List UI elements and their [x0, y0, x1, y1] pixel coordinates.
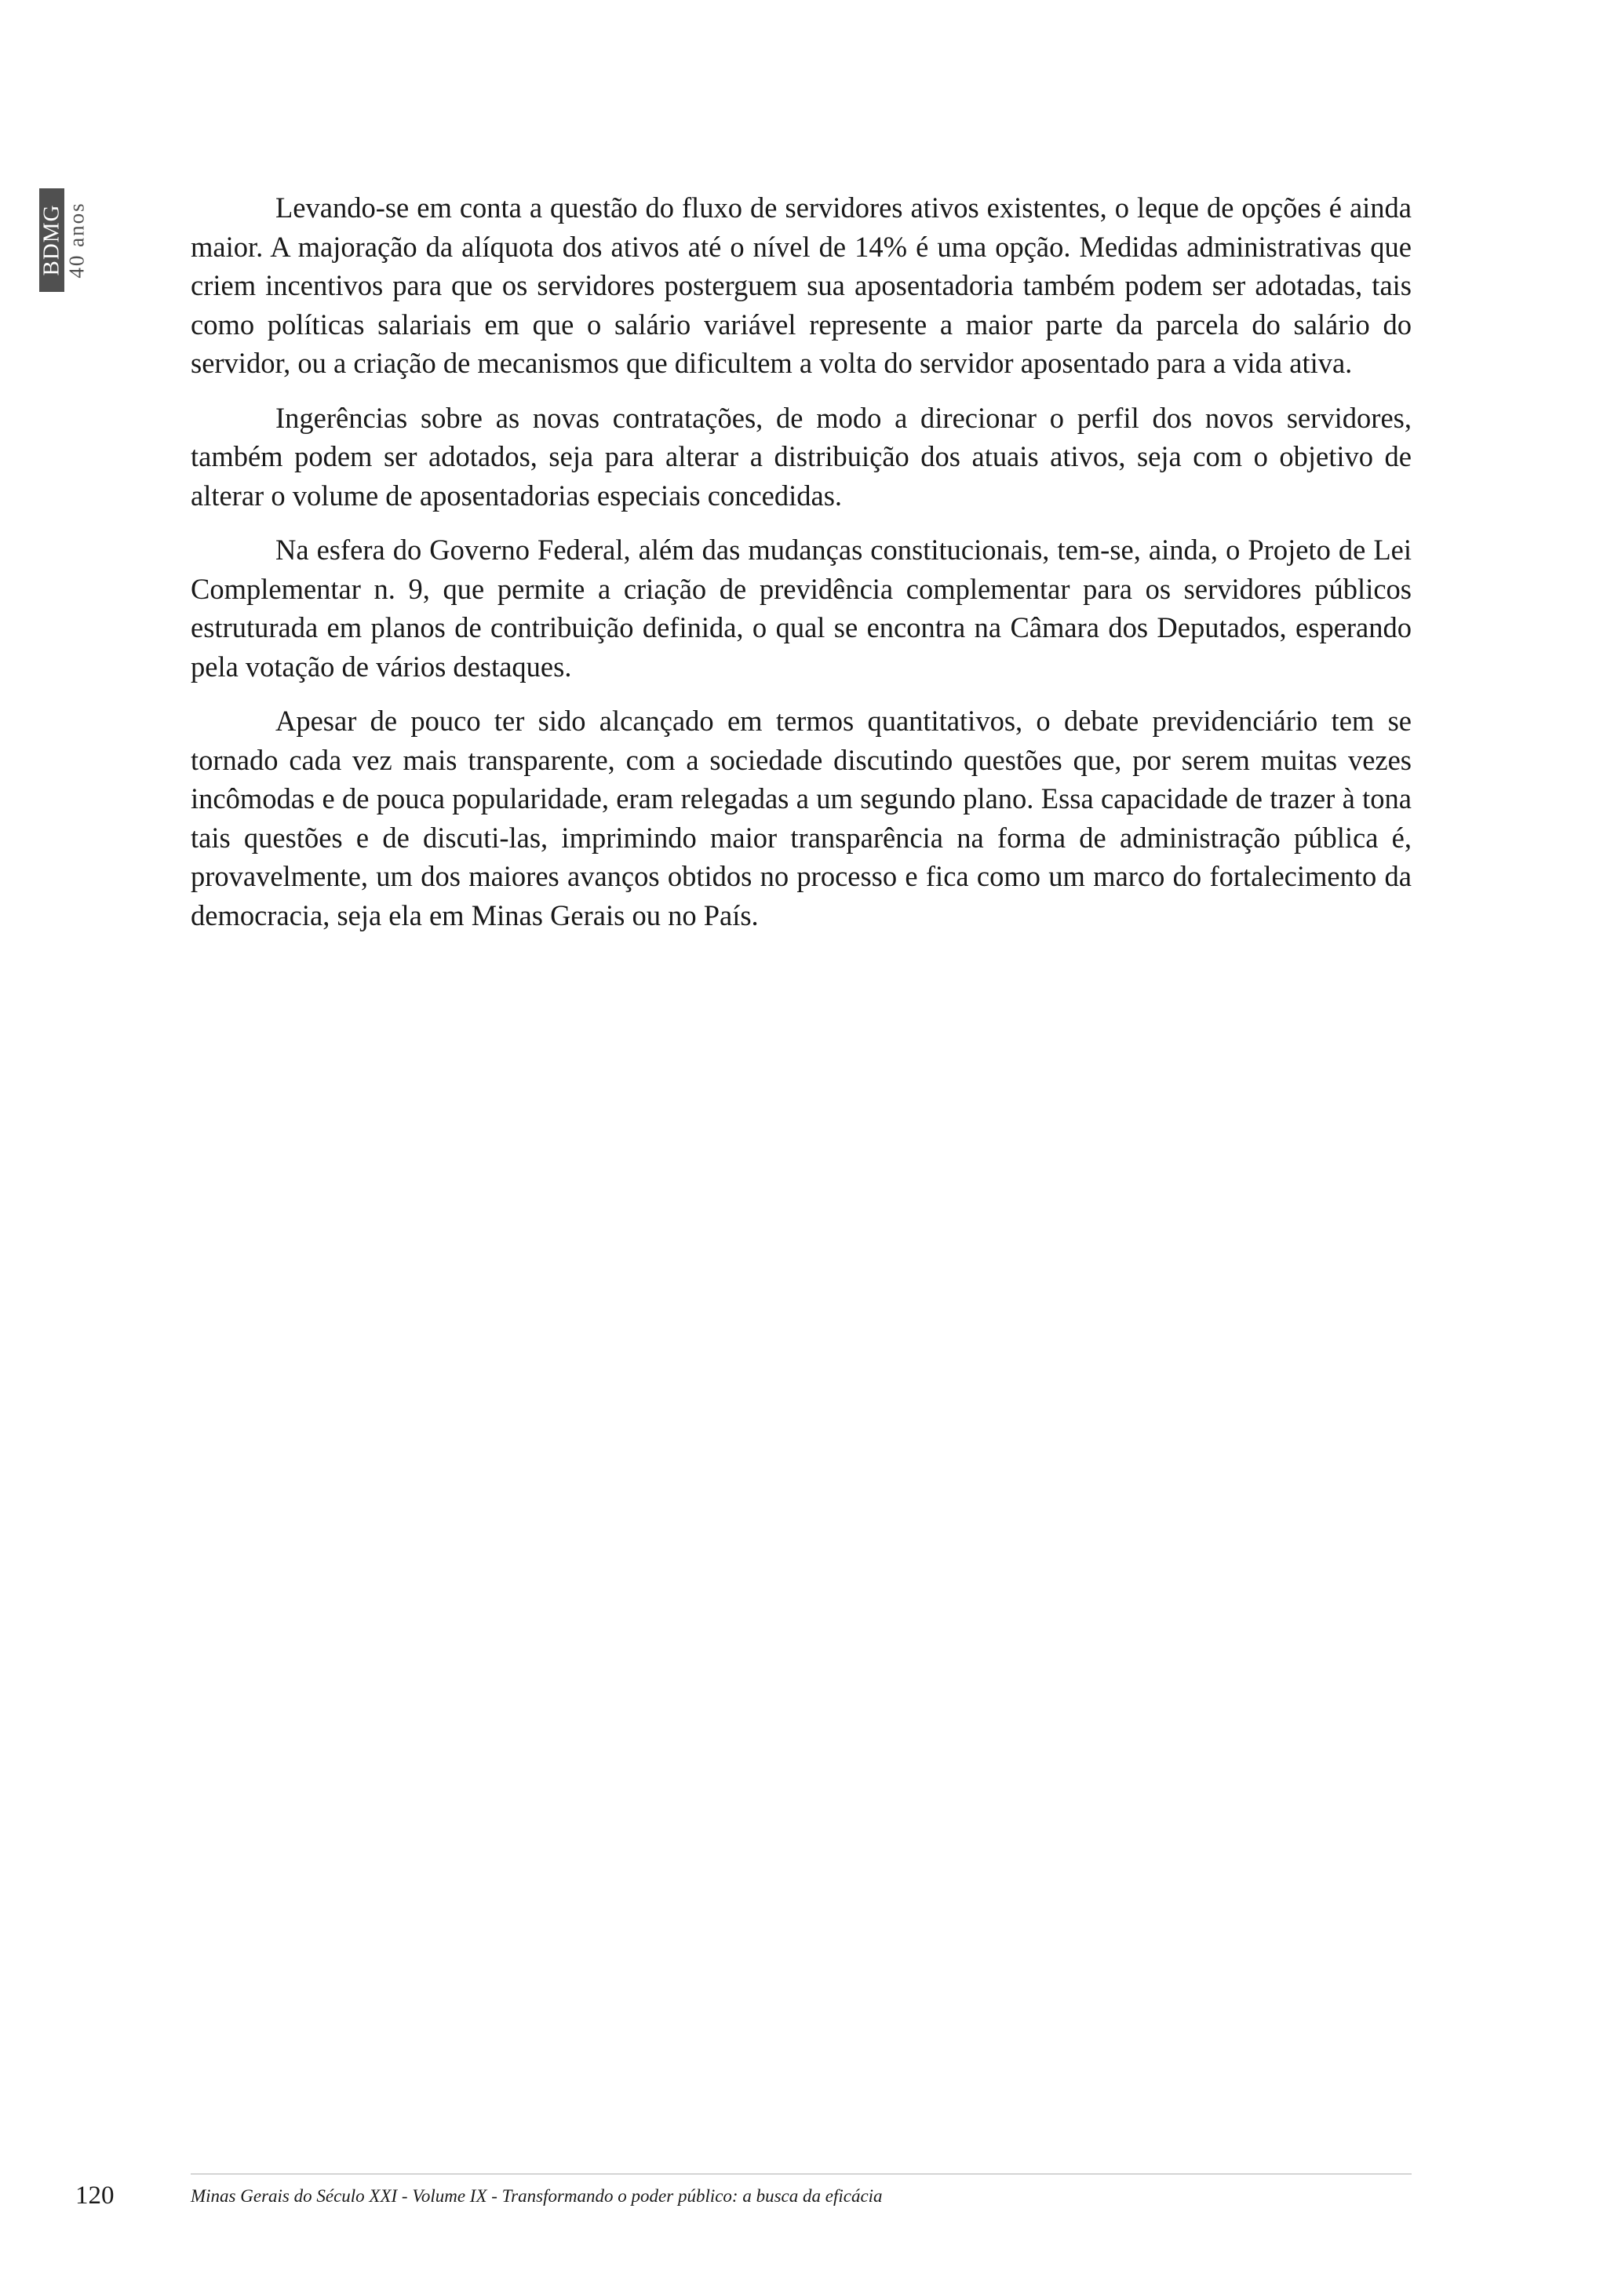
paragraph-4: Apesar de pouco ter sido alcançado em termos quantitativos, o debate previdenciário tem se tornado cada vez mais transparente, com a sociedade discutindo questões que, por serem muitas vezes incômodas e de pouca popularidade, eram relegadas a um segundo plano. Essa capacidade de trazer à tona tais questões e de discuti-las, imprimindo maior transparência na forma de administração pública é, provavelmente, um dos maiores avanços obtidos no processo e fica como um marco do fortalecimento da democracia, seja ela em Minas Gerais ou no País. — [191, 705, 1412, 931]
body-text — [191, 188, 1412, 950]
logo-name: BDMG — [38, 204, 64, 276]
bdmg-side-logo — [39, 188, 102, 292]
paragraph-1: Levando-se em conta a questão do fluxo de servidores ativos existentes, o leque de opções é ainda maior. A majoração da alíquota dos ativos até o nível de 14% é uma opção. Medidas administrativas que criem incentivos para que os servidores posterguem sua aposentadoria também podem ser adotadas, tais como políticas salariais em que o salário variável represente a maior parte da parcela do salário do servidor, ou a criação de mecanismos que dificultem a volta do servidor aposentado para a vida ativa. — [191, 191, 1412, 379]
logo-subtitle: 40 anos — [64, 202, 89, 279]
logo-box — [39, 188, 64, 292]
paragraph-2: Ingerências sobre as novas contratações, de modo a direcionar o perfil dos novos servidores, também podem ser adotados, seja para alterar a distribuição dos atuais ativos, seja com o objetivo de alterar o volume de aposentadorias especiais concedidas. — [191, 401, 1412, 512]
running-footer-title: Minas Gerais do Século XXI - Volume IX - Transformando o poder público: a busca da eficácia — [191, 2186, 883, 2206]
paragraph-3: Na esfera do Governo Federal, além das mudanças constitucionais, tem-se, ainda, o Projeto de Lei Complementar n. 9, que permite a criação de previdência complementar para os servidores públicos estruturada em planos de contribuição definida, o qual se encontra na Câmara dos Deputados, esperando pela votação de vários destaques. — [191, 534, 1412, 683]
page-number: 120 — [75, 2181, 115, 2210]
